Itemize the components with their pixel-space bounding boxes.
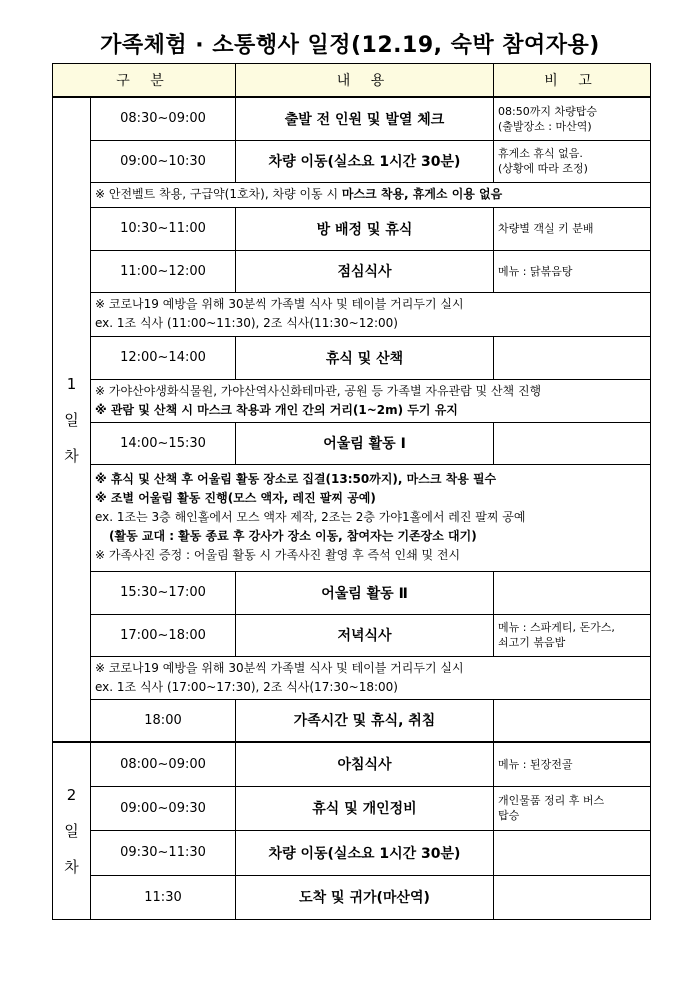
table-row xyxy=(53,742,651,786)
note-row xyxy=(53,656,651,699)
remark-cell xyxy=(494,571,651,614)
time-cell: 15:30~17:00 xyxy=(91,571,236,614)
table-row xyxy=(53,830,651,875)
table-row xyxy=(53,875,651,919)
remark-cell xyxy=(494,422,651,464)
table-row xyxy=(53,97,651,140)
time-cell: 14:00~15:30 xyxy=(91,422,236,464)
remark-cell: 메뉴 : 닭볶음탕 xyxy=(494,250,651,292)
note-row xyxy=(53,292,651,336)
note-cell: ※ 코로나19 예방을 위해 30분씩 가족별 식사 및 테이블 거리두기 실시 ex. 1조 식사 (11:00~11:30), 2조 식사(11:30~12:00) xyxy=(91,292,651,336)
day1-label: 1 일 차 xyxy=(53,97,91,742)
note-cell: ※ 가야산야생화식물원, 가야산역사신화테마관, 공원 등 가족별 자유관람 및 산책 진행 ※ 관람 및 산책 시 마스크 착용과 개인 간의 거리(1~2m) 두기 유지 xyxy=(91,379,651,422)
content-cell: 어울림 활동 Ⅱ xyxy=(236,571,494,614)
content-cell: 아침식사 xyxy=(236,742,494,786)
time-cell: 08:30~09:00 xyxy=(91,97,236,140)
table-row xyxy=(53,336,651,379)
remark-cell xyxy=(494,830,651,875)
note-row xyxy=(53,379,651,422)
page-title: 가족체험 · 소통행사 일정(12.19, 숙박 참여자용) xyxy=(100,33,600,58)
note-cell: ※ 휴식 및 산책 후 어울림 활동 장소로 집결(13:50까지), 마스크 착용 필수 ※ 조별 어울림 활동 진행(모스 액자, 레진 팔찌 공예) ex. 1조는 3층 해인홀에서 모스 액자 제작, 2조는 2층 가야1홀에서 레진 팔찌 공예 (활동 교대 : 활동 종료 후 강사가 장소 이동, 참여자는 기존장소 대기) ※ 가족사진 증정 : 어울림 활동 시 가족사진 촬영 후 즉석 인쇄 및 전시 xyxy=(91,464,651,571)
time-cell: 12:00~14:00 xyxy=(91,336,236,379)
content-cell: 저녁식사 xyxy=(236,614,494,656)
note-row xyxy=(53,182,651,207)
time-cell: 17:00~18:00 xyxy=(91,614,236,656)
remark-cell xyxy=(494,875,651,919)
schedule-table xyxy=(52,63,651,920)
remark-cell: 개인물품 정리 후 버스 탑승 xyxy=(494,786,651,830)
remark-cell: 메뉴 : 된장전골 xyxy=(494,742,651,786)
table-row xyxy=(53,250,651,292)
content-cell: 점심식사 xyxy=(236,250,494,292)
remark-cell: 메뉴 : 스파게티, 돈가스, 쇠고기 볶음밥 xyxy=(494,614,651,656)
content-cell: 출발 전 인원 및 발열 체크 xyxy=(236,97,494,140)
table-header-row xyxy=(53,64,651,98)
table-row xyxy=(53,786,651,830)
header-category: 구 분 xyxy=(53,64,236,98)
time-cell: 09:30~11:30 xyxy=(91,830,236,875)
content-cell: 가족시간 및 휴식, 취침 xyxy=(236,699,494,742)
content-cell: 휴식 및 산책 xyxy=(236,336,494,379)
content-cell: 어울림 활동 Ⅰ xyxy=(236,422,494,464)
content-cell: 휴식 및 개인정비 xyxy=(236,786,494,830)
table-row xyxy=(53,207,651,250)
time-cell: 18:00 xyxy=(91,699,236,742)
day2-label: 2 일 차 xyxy=(53,742,91,919)
header-content: 내 용 xyxy=(236,64,494,98)
time-cell: 11:30 xyxy=(91,875,236,919)
remark-cell: 차량별 객실 키 분배 xyxy=(494,207,651,250)
header-remarks: 비 고 xyxy=(494,64,651,98)
content-cell: 차량 이동(실소요 1시간 30분) xyxy=(236,830,494,875)
content-cell: 차량 이동(실소요 1시간 30분) xyxy=(236,140,494,182)
time-cell: 11:00~12:00 xyxy=(91,250,236,292)
table-row xyxy=(53,422,651,464)
table-row xyxy=(53,614,651,656)
content-cell: 도착 및 귀가(마산역) xyxy=(236,875,494,919)
remark-cell xyxy=(494,699,651,742)
time-cell: 09:00~10:30 xyxy=(91,140,236,182)
remark-cell xyxy=(494,336,651,379)
remark-cell: 08:50까지 차량탑승 (출발장소 : 마산역) xyxy=(494,97,651,140)
remark-cell: 휴게소 휴식 없음. (상황에 따라 조정) xyxy=(494,140,651,182)
note-cell: ※ 코로나19 예방을 위해 30분씩 가족별 식사 및 테이블 거리두기 실시 ex. 1조 식사 (17:00~17:30), 2조 식사(17:30~18:00) xyxy=(91,656,651,699)
time-cell: 10:30~11:00 xyxy=(91,207,236,250)
note-row xyxy=(53,464,651,571)
note-cell: ※ 안전벨트 착용, 구급약(1호차), 차량 이동 시 마스크 착용, 휴게소 이용 없음 xyxy=(91,182,651,207)
table-row xyxy=(53,571,651,614)
time-cell: 09:00~09:30 xyxy=(91,786,236,830)
table-row xyxy=(53,699,651,742)
content-cell: 방 배정 및 휴식 xyxy=(236,207,494,250)
table-row xyxy=(53,140,651,182)
time-cell: 08:00~09:00 xyxy=(91,742,236,786)
